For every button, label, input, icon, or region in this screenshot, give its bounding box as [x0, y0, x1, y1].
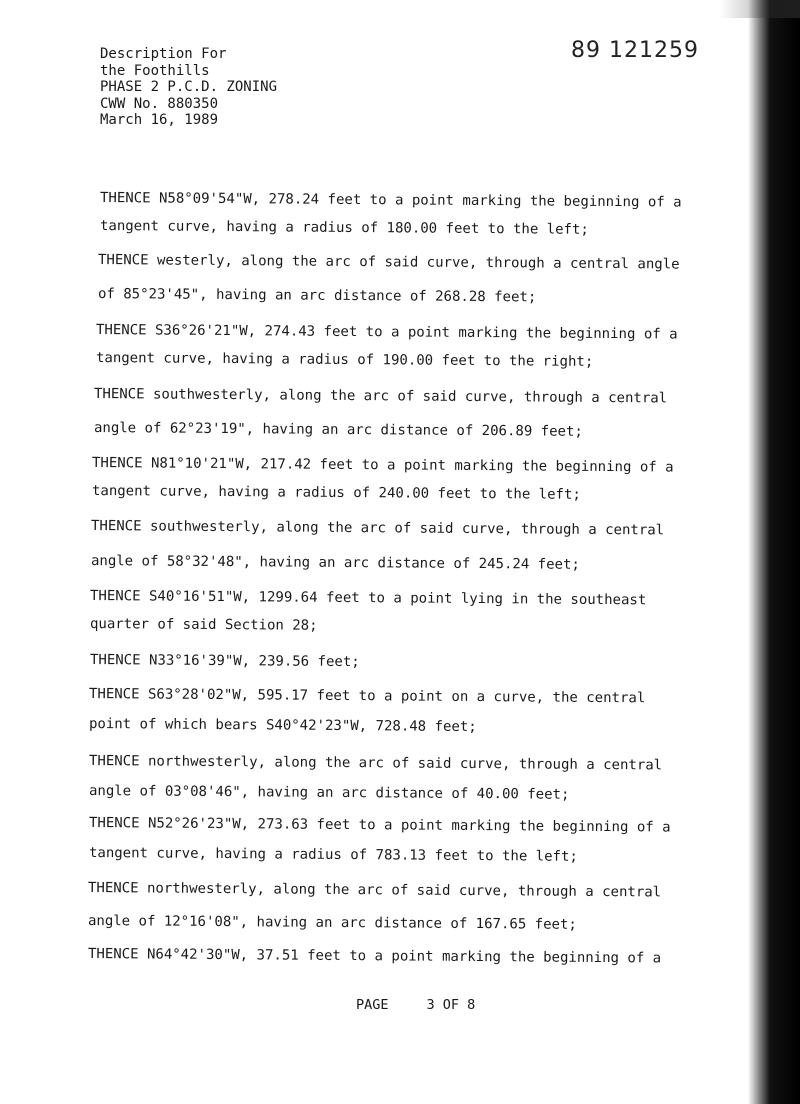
scan-edge-shadow — [748, 0, 800, 1104]
description-line: THENCE S40°16'51"W, 1299.64 feet to a point lying in the southeast — [89, 588, 647, 609]
description-line: tangent curve, having a radius of 190.00 feet to the right; — [95, 350, 594, 370]
description-line: THENCE northwesterly, along the arc of said curve, through a central — [87, 880, 662, 901]
description-line: THENCE N52°26'23"W, 273.63 feet to a point marking the beginning of a — [88, 815, 671, 836]
header-line: Description For — [100, 46, 227, 62]
description-line: tangent curve, having a radius of 240.00 feet to the left; — [91, 483, 581, 503]
description-line: of 85°23'45", having an arc distance of 268.28 feet; — [97, 286, 537, 306]
description-line: THENCE northwesterly, along the arc of said curve, through a central — [88, 753, 663, 774]
description-line: angle of 58°32'48", having an arc distance of 245.24 feet; — [90, 553, 580, 573]
description-line: THENCE S36°26'21"W, 274.43 feet to a point marking the beginning of a — [95, 322, 678, 343]
description-line: angle of 62°23'19", having an arc distance of 206.89 feet; — [93, 420, 583, 440]
description-line: tangent curve, having a radius of 783.13 feet to the left; — [88, 845, 578, 865]
description-line: THENCE S63°28'02"W, 595.17 feet to a point on a curve, the central — [88, 686, 646, 707]
header-line: PHASE 2 P.C.D. ZONING — [100, 79, 278, 95]
page-of: 3 OF 8 — [426, 997, 476, 1013]
page-label: PAGE — [356, 997, 389, 1013]
header-line: March 16, 1989 — [100, 112, 219, 128]
description-line: angle of 12°16'08", having an arc distance of 167.65 feet; — [87, 913, 577, 933]
description-line: THENCE N81°10'21"W, 217.42 feet to a point marking the beginning of a — [91, 455, 674, 476]
description-line: angle of 03°08'46", having an arc distance of 40.00 feet; — [88, 783, 570, 803]
description-line: THENCE N64°42'30"W, 37.51 feet to a point marking the beginning of a — [87, 946, 662, 967]
description-line: THENCE southwesterly, along the arc of said curve, through a central — [90, 518, 665, 539]
document-header — [100, 46, 277, 129]
description-line: THENCE southwesterly, along the arc of said curve, through a central — [93, 386, 668, 407]
description-line: THENCE N33°16'39"W, 239.56 feet; — [89, 652, 360, 671]
description-line: tangent curve, having a radius of 180.00 feet to the left; — [99, 218, 589, 238]
scan-corner-shadow — [720, 0, 800, 18]
description-line: point of which bears S40°42'23"W, 728.48 feet; — [88, 716, 477, 736]
document-number: 89 121259 — [571, 38, 699, 63]
header-line: the Foothills — [100, 62, 210, 79]
header-line: CWW No. 880350 — [100, 95, 219, 112]
description-line: THENCE N58°09'54"W, 278.24 feet to a point marking the beginning of a — [99, 190, 682, 211]
description-line: quarter of said Section 28; — [89, 616, 318, 634]
description-line: THENCE westerly, along the arc of said curve, through a central angle — [97, 252, 680, 273]
page-footer — [356, 997, 513, 1013]
